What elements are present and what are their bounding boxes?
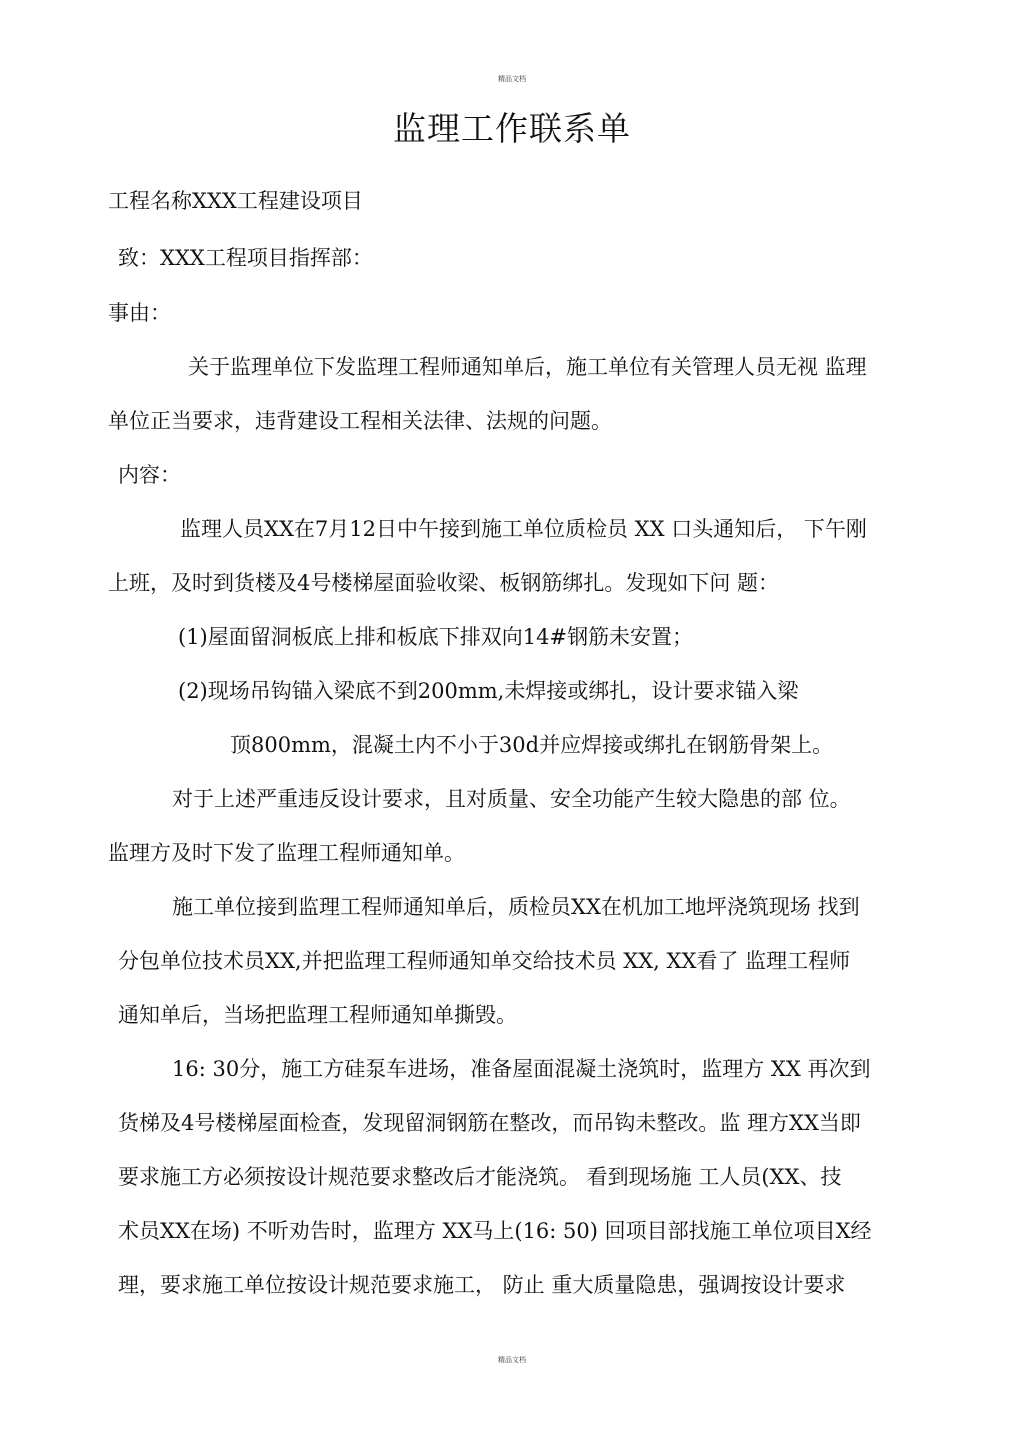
footer-watermark: 精品文档 — [498, 1356, 526, 1364]
content-line: (1)屋面留洞板底上排和板底下排双向14#钢筋未安置； — [178, 625, 694, 649]
content-line: 通知单后，当场把监理工程师通知单撕毁。 — [118, 1003, 517, 1027]
content-line: 施工单位接到监理工程师通知单后，质检员XX在机加工地坪浇筑现场 找到 — [172, 895, 860, 919]
reason-label: 事由： — [108, 301, 171, 325]
content-line: 理，要求施工单位按设计规范要求施工， 防止 重大质量隐患，强调按设计要求 — [118, 1273, 846, 1297]
recipient: 致：XXX工程项目指挥部： — [118, 246, 373, 270]
content-line: 顶800mm，混凝土内不小于30d并应焊接或绑扎在钢筋骨架上。 — [230, 733, 834, 757]
content-line: 要求施工方必须按设计规范要求整改后才能浇筑。 看到现场施 工人员(XX、技 — [118, 1165, 842, 1189]
project-name: 工程名称XXX工程建设项目 — [108, 189, 363, 213]
content-line: 分包单位技术员XX,并把监理工程师通知单交给技术员 XX, XX看了 监理工程师 — [118, 949, 851, 973]
reason-line: 单位正当要求，违背建设工程相关法律、法规的问题。 — [108, 409, 612, 433]
content-line: 16: 30分，施工方硅泵车进场，准备屋面混凝土浇筑时，监理方 XX 再次到 — [172, 1057, 871, 1081]
content-line: 货梯及4号楼梯屋面检查，发现留洞钢筋在整改，而吊钩未整改。监 理方XX当即 — [118, 1111, 861, 1135]
content-line: 监理方及时下发了监理工程师通知单。 — [108, 841, 465, 865]
content-line: 术员XX在场) 不听劝告时，监理方 XX马上(16: 50) 回项目部找施工单位项目X经 — [118, 1219, 872, 1243]
content-line: 监理人员XX在7月12日中午接到施工单位质检员 XX 口头通知后， 下午刚 — [180, 517, 867, 541]
header-watermark: 精品文档 — [498, 75, 526, 83]
reason-line: 关于监理单位下发监理工程师通知单后，施工单位有关管理人员无视 监理 — [188, 355, 867, 379]
page-title: 监理工作联系单 — [393, 109, 631, 148]
content-line: (2)现场吊钩锚入梁底不到200mm,未焊接或绑扎，设计要求锚入梁 — [178, 679, 799, 703]
content-line: 上班，及时到货楼及4号楼梯屋面验收梁、板钢筋绑扎。发现如下问 题： — [108, 571, 780, 595]
content-label: 内容： — [118, 463, 181, 487]
content-line: 对于上述严重违反设计要求，且对质量、安全功能产生较大隐患的部 位。 — [172, 787, 851, 811]
